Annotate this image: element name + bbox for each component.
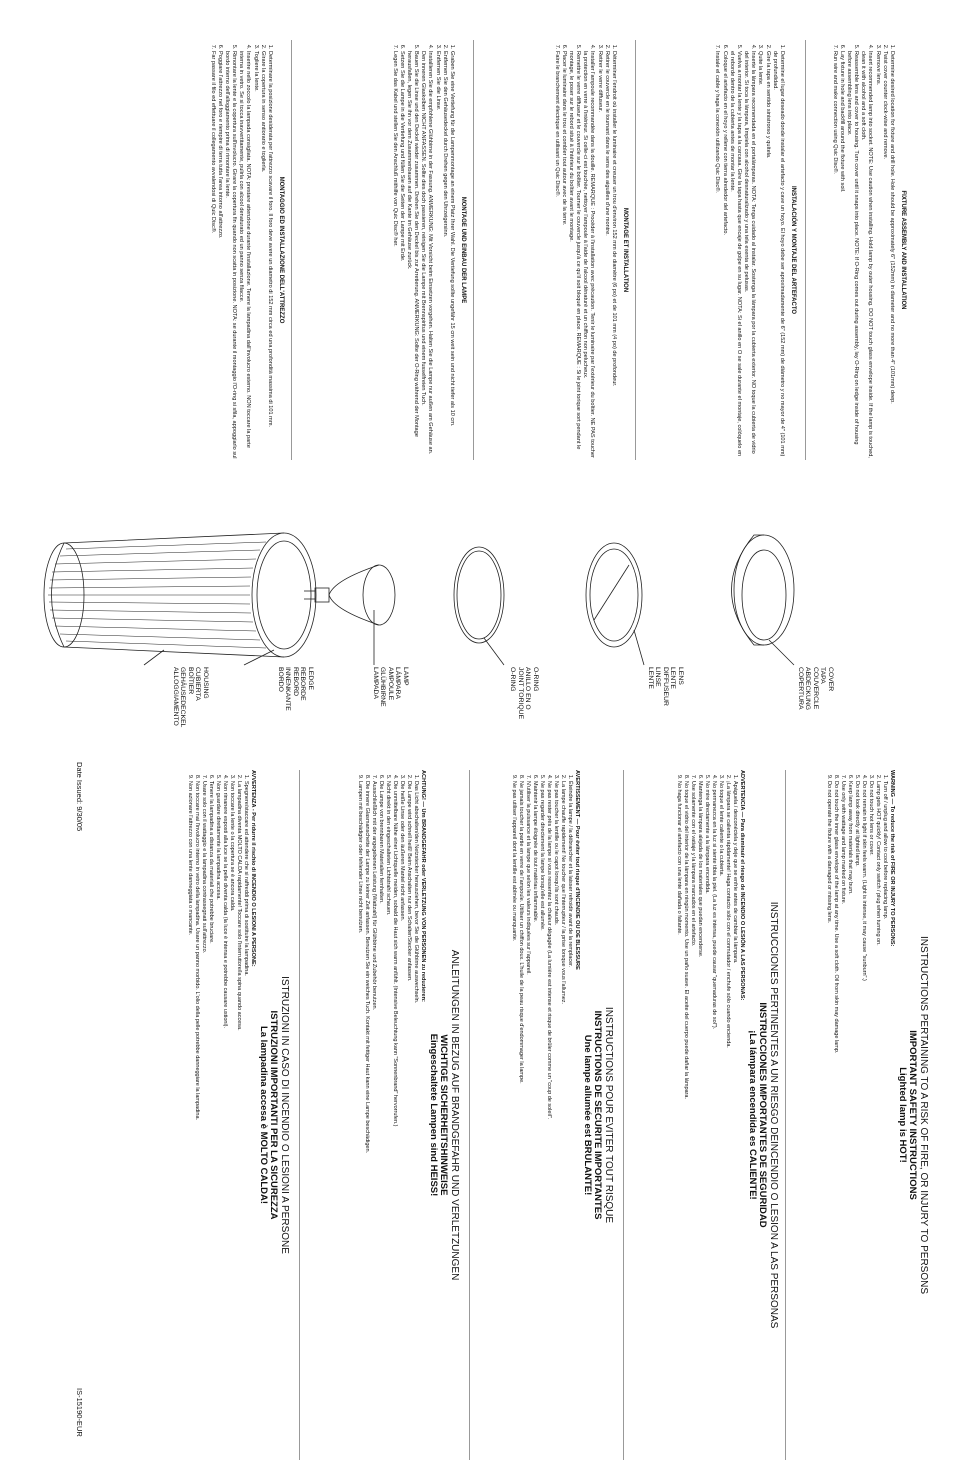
- list-item: 3. Non toccare la lente o la copertura se è ancora calda.: [228, 781, 235, 1460]
- list-item: 6. Poggiare l'attrezzo nel foro e riempire di terra tutta l'area intorno all'attrezzo.: [216, 51, 223, 460]
- safety-en: [825, 770, 929, 1460]
- list-item: 2. Twist cover counter clock-wise and remove.: [881, 51, 888, 460]
- list-item: 4. Inserire nello zoccolo la lampada consigliata. NOTA: prestare attenzione durante l'installazione. Tenere la lampadina dall'involucro esterno. NON toccare la parte interna in vetro. Se si tocca inavvertitamente, pulirla con alcool denaturato ed un panno senza filacce.: [237, 51, 251, 460]
- list-item: 8. Do not touch the inner glass envelope of the lamp at any time. Use a soft cloth. Oil from skin may damage lamp.: [832, 781, 839, 1460]
- lamp-part: [304, 565, 395, 625]
- list-item: 5. Ne pas regarder directement la lampe lorsqu'elle est allumée.: [538, 781, 545, 1460]
- safety-it: [186, 770, 290, 1460]
- list-item: 7. Use solamente con el vatiaje y la lámpara marcados en el artefacto.: [689, 781, 696, 1460]
- assembly-es: [713, 40, 796, 460]
- assembly-es-steps: [713, 40, 785, 460]
- list-item: 5. Bauen Sie die Linse und den Deckel wieder zusammen. Drehen Sie den Deckel bis zur Arretierung. ANMERKUNG: Sollte der O-Ring während der Montage herausfallen, legen Sie ihn vor dem Zusammenbauen auf die Kante im Gehäuse zurück.: [405, 51, 419, 460]
- list-item: 5. Non guardare direttamente la lampadina accesa.: [214, 781, 221, 1460]
- assembly-en-steps: [830, 40, 894, 460]
- list-item: 3. No toque el lente caliente o la cubierta.: [717, 781, 724, 1460]
- safety-en-warning: WARNING — To reduce the risk of FIRE OR INJURY TO PERSONS:: [889, 770, 895, 947]
- list-item: 2. ¡La lámpara se calienta rápidamente! Haga contacto sólo con el conmutador / enchufe sólo cuando encienda.: [724, 781, 731, 1460]
- assembly-en: [830, 40, 906, 460]
- divider: [623, 770, 624, 1460]
- list-item: 1. Apáguela / desconéctela y deje que se enfríe antes de cambiar la lámpara.: [731, 781, 738, 1460]
- safety-es: [675, 770, 779, 1460]
- lamp-label: LAMP LÁMPARA AMPOULE GLÜHBIRNE LAMPADA: [372, 667, 409, 707]
- safety-fr-warning: AVERTISSEMENT — Pour éviter tout risque d'INCENDIE OU DE BLESSURE: [574, 770, 580, 970]
- ledge-label: LEDGE REBORDE REBORD INNENKANTE BORDO: [277, 667, 314, 711]
- list-item: 1. Déterminer l'endroit où installer le luminaire et creuser un trou d'environ 152 mm de diamètre (6 po) et de 101 mm (4 po) de profondeur.: [610, 51, 617, 460]
- list-item: 1. Determine desired location for fixture and drill hole. Hole should be approximately 6" (152mm) in diameter and no more than 4" (101mm) deep.: [888, 51, 895, 460]
- list-item: 7. Ausschließlich mit der angegebenen Leistung (Wattzahl) für Glühbirne und Zubehör benutzen.: [370, 781, 377, 1460]
- list-item: 4. Inserte la lámpara recomendada en el portalámparas. NOTA: Tenga cuidado al instalar. Sostenga la lámpara por la cubierta exterior. NO toque la cubierta de vidrio del interior. Si toca la lámpara, límpiela con alcohol desnaturalizado y una tela exenta de pelusas.: [742, 51, 756, 460]
- list-item: 2. Gire la tapa en sentido sinistrorso y quítela.: [763, 51, 770, 460]
- list-item: 9. Do not operate the fixture with a damaged or missing lens.: [825, 781, 832, 1460]
- safety-it-heading: ISTRUZIONI IN CASO DI INCENDIO O LESIONI A PERSONE: [279, 976, 290, 1254]
- list-item: 3. Togliere la lente.: [251, 51, 258, 460]
- list-item: 4. Do not remain in light if skin feels warm. (Light is intense, it may cause "sunburn".): [860, 781, 867, 1460]
- safety-es-heading: INSTRUCCIONES PERTINENTES A UN RIESGO DEINCENDIO O LESION A LAS PERSONAS: [768, 901, 779, 1329]
- list-item: 7. Legen Sie das Kabel und stellen Sie den Anschluß mithilfe von Quic Disc® her.: [390, 51, 397, 460]
- housing-part: [44, 533, 316, 657]
- list-item: 3. Die heiße Linse oder den äußeren Mantel nicht anfassen.: [398, 781, 405, 1460]
- list-item: 5. Remettre le verre diffuseur et le couvercle sur le boîtier. Tourner le couvercle jusqu'à ce qu'il soit bloqué en place. REMARQUE : Si le joint torique sort pendant le montage, le poser sur le rebord situé à l'intérieur du boîtier avant le montage.: [567, 51, 581, 460]
- list-item: 6. Coloque el artefacto en el hoyo y rellene con tierra alrededor del artefacto.: [720, 51, 727, 460]
- list-item: 7. Use only with wattage and lamp marked on fixture.: [839, 781, 846, 1460]
- safety-it-warning: AVVERTENZA - Per ridurre il rischio di INCENDIO O LESIONI A PERSONE:: [250, 770, 256, 967]
- list-item: 4. Non rimanere esposti alla luce se la pelle diventa calda (la luce è intensa e potrebbe causare ustioni).: [221, 781, 228, 1460]
- assembly-fr: [552, 40, 628, 460]
- list-item: 9. Lampen mit beschädigter oder fehlender Linse nicht benutzen.: [356, 781, 363, 1460]
- list-item: 1. Éteindre la lampe / la débrancher et la laisser refroidir avant de la remplacer.: [566, 781, 573, 1460]
- assembly-fr-steps: [552, 40, 616, 460]
- list-item: 8. No toque el vidrio del interior de la lámpara en ningún momento. Use un paño suave. El aceite del cuerpo puede dañar la lámpara.: [682, 781, 689, 1460]
- list-item: 7. Far passare il filo ed effettuare il collegamento avvalendosi di Quic Disc®.: [208, 51, 215, 460]
- list-item: 7. Run wire and make connection using Quic Disc®.: [830, 51, 837, 460]
- list-item: 1. Graben Sie eine Vertiefung für die Lampenmontage an einem Platz Ihrer Wahl. Die Vertiefung sollte ungefähr 15 cm weit sein und nicht tiefer als 10 cm.: [448, 51, 455, 460]
- assembly-it: [208, 40, 284, 460]
- assembly-es-title: INSTALACIÓN Y MONTAJE DEL ARTEFACTO: [790, 185, 796, 315]
- list-item: 6. Tenere la lampadina a distanza da materiali che potrebbe bruciare.: [207, 781, 214, 1460]
- lens-label: LENS LENTE DIFFUSEUR LINSE LENTE: [647, 667, 684, 706]
- divider: [785, 770, 786, 1460]
- list-item: 3. Retirer le verre diffuseur.: [595, 51, 602, 460]
- list-item: 6. Die Lampe von brennbaren Materialien fernhalten.: [377, 781, 384, 1460]
- list-item: 2. La lampe chauffe rapidement! Ne toucher que l'interrupteur / la prise lorsque vous l'allumez.: [559, 781, 566, 1460]
- safety-es-hot: ¡La lámpara encendida es CALIENTE!: [747, 1030, 759, 1200]
- list-item: 7. Instale el cable y haga la conexión utilizando Quic Disc®.: [713, 51, 720, 460]
- assembly-it-steps: [208, 40, 272, 460]
- assembly-de-steps: [390, 40, 454, 460]
- list-item: 6. Mantenga la lámpara alejada de los materiales que puedan encenderse.: [696, 781, 703, 1460]
- date-issued: Date Issued: 9/30/05: [75, 762, 84, 832]
- housing-label: HOUSING CUBIERTA BOÎTIER GEHÄUSEDECKEL ALLOGGIAMENTO: [172, 667, 209, 728]
- list-item: 4. Die unmittelbare Nähe einer Lichtquelle meiden, sobald die Haut sich warm anfühlt. (Intensive Beleuchtung kann "Sonnenbrand" hervorrufen.): [391, 781, 398, 1460]
- assembly-en-title: FIXTURE ASSEMBLY AND INSTALLATION: [900, 190, 906, 310]
- list-item: 7. N'utiliser la puissance et la lampe que selon les valeurs indiquées sur l'appareil.: [524, 781, 531, 1460]
- list-item: 2. Girare la copertura in senso antiorario e toglierla.: [259, 51, 266, 460]
- document-code: IS-15190-EUR: [75, 1388, 84, 1437]
- list-item: 1. Das Licht abschalten/den Netzstecker herausziehen, bevor Sie die Glühbirne auswechseln.: [412, 781, 419, 1460]
- list-item: 3. Do not touch hot lens or cover.: [867, 781, 874, 1460]
- divider: [805, 40, 806, 460]
- list-item: 9. No haga funcionar el artefacto con una lente dañada o faltante.: [675, 781, 682, 1460]
- safety-de-warning: ACHTUNG! — Um BRANDGEFAHR oder VERLETZUNG VON PERSONEN zu reduzieren:: [420, 770, 426, 1002]
- list-item: 4. No permanezca en la luz si siente tibia la piel. (La luz es intensa, puede causar "quemaduras de sol").: [710, 781, 717, 1460]
- divider: [291, 40, 292, 460]
- safety-it-items: [186, 770, 249, 1460]
- list-item: 1. Determinare la posizione desiderata per l'attrezzo scavare il foro. Il foro deve avere un diametro di 152 mm circa ed una profondità massima di 101 mm.: [266, 51, 273, 460]
- list-item: 3. Remove lens.: [873, 51, 880, 460]
- list-item: 1. Spegnere/staccare ed attendere che si raffreddi prima di sostituire la lampadina.: [242, 781, 249, 1460]
- list-item: 5. Do not look directly at lighted lamp.: [853, 781, 860, 1460]
- list-item: 2. Retirer le couvercle en le tournant dans le sens des aiguilles d'une montre.: [603, 51, 610, 460]
- assembly-it-title: MONTAGGIO ED INSTALLAZIONE DELL'ATTREZZO: [278, 176, 284, 324]
- list-item: 5. Nicht direkt in den eingeschalteten Lichtstrahl schauen.: [384, 781, 391, 1460]
- safety-de-hot: Eingeschaltete Lampen sind HEISS!: [428, 1033, 440, 1197]
- safety-fr-items: [510, 770, 573, 1460]
- safety-es-warning: ADVERTENCIA — Para disminuir el riesgo de INCENDIO O LESIÓN A LAS PERSONAS:: [739, 770, 745, 1001]
- lens-part: [586, 543, 642, 647]
- safety-de: [356, 770, 460, 1460]
- list-item: 7. Faire le branchement électrique en utilisant un Quic Disc®.: [552, 51, 559, 460]
- assembly-de-title: MONTAGE UND EINBAU DER LAMPE: [460, 196, 466, 304]
- divider: [469, 770, 470, 1460]
- list-item: 4. Insert recommended lamp into socket. NOTE: Use caution when installing. Hold lamp by outer housing. DO NOT touch glass envelope inside. If the lamp is touched, clean it with alcohol and a soft cloth.: [859, 51, 873, 460]
- list-item: 3. Quite la lente.: [756, 51, 763, 460]
- safety-de-heading: ANLEITUNGEN IN BEZUG AUF BRANDGEFAHR UND VERLETZUNGEN: [449, 949, 460, 1281]
- safety-en-hot: Lighted lamp is HOT!: [897, 1067, 909, 1163]
- list-item: 2. La lampadina diventa MOLTO CALDA rapidamente! Toccare solo l'interruttore/la spina quando accesa.: [235, 781, 242, 1460]
- safety-it-subheading: ISTRUZIONI IMPORTANTI PER LA SICUREZZA: [268, 1010, 280, 1220]
- list-item: 8. Ne jamais toucher la partie en verre de l'ampoule. Utiliser un chiffon doux. L'huile de la peau risque d'endommager la lampe.: [517, 781, 524, 1460]
- list-item: 9. Ne pas utiliser l'appareil dont la lentille est abîmée ou manquante.: [510, 781, 517, 1460]
- safety-it-hot: La lampadina accesa è MOLTO CALDA!: [258, 1025, 270, 1205]
- list-item: 8. Die innere Glasmanschette der Lampe zu keiner Zeit anfassen. Benutzen Sie ein weiches Tuch. Kontakt mit fettiger Haut kann eine Lampe beschädigen.: [363, 781, 370, 1460]
- list-item: 3. Entfernen Sie die Linse.: [433, 51, 440, 460]
- assembly-fr-title: MONTAGE ET INSTALLATION: [622, 207, 628, 293]
- safety-en-items: [825, 770, 888, 1460]
- list-item: 4. Installieren Sie die empfohlene Glühbirne in der Fassung. ANMERKUNG: Mit Vorsicht beim Einsetzen vorgehen. Halten Sie die Lampe nur außen am Gehäuse an. Den inneren Glaskolben NICHT ANFASSEN. Sollte dies doch passieren, reinigen Sie die Lampe mit Brennspiritus und einem fusselfreien Tuch.: [419, 51, 433, 460]
- safety-es-items: [675, 770, 738, 1460]
- list-item: 4. Ne pas rester près de la lampe si vous ressentez la chaleur dégagée (La lumière est intense et risque de brûler comme un "coup de soleil".: [545, 781, 552, 1460]
- list-item: 1. Turn off / unplug and allow to cool before replacing lamp.: [881, 781, 888, 1460]
- list-item: 5. Rimontare la lente e la copertura sull'involucro. Girare la copertura fin quando non scatta in posizione. NOTA: se durante il montaggio l'O-ring si sfila, appoggiarlo sul bordo interno dell'alloggiamento prima di rimontare la lente.: [223, 51, 237, 460]
- safety-fr: [510, 770, 614, 1460]
- oring-part: [454, 547, 504, 643]
- safety-fr-subheading: INSTRUCTIONS DE SECURITE IMPORTANTES: [592, 1010, 604, 1220]
- list-item: 6. Placer le luminaire dans le trou et combler tout autour avec de la terre.: [560, 51, 567, 460]
- list-item: 3. Ne pas toucher la lentille ou le capot lorsqu'ils sont chauds.: [552, 781, 559, 1460]
- divider: [473, 40, 474, 460]
- list-item: 6. Keep lamp away from materials that may burn.: [846, 781, 853, 1460]
- list-item: 1. Determine el lugar deseado donde instalar el artefacto y cave un hoyo. El hoyo debe ser aproximadamente de 6" (152 mm) de diámetro y no mayor de 4" (101 mm) de profundidad.: [771, 51, 785, 460]
- safety-fr-heading: INSTRUCTIONS POUR EVITER TOUT RISQUE: [603, 1006, 614, 1224]
- safety-de-items: [356, 770, 419, 1460]
- safety-en-subheading: IMPORTANT SAFETY INSTRUCTIONS: [907, 1030, 919, 1200]
- assembly-de: [390, 40, 466, 460]
- list-item: 9. Non azionare l'attrezzo con una lente danneggiata o mancante.: [186, 781, 193, 1460]
- list-item: 8. Non toccare mai l'involucro interno in vetro della lampadina. Usare un panno morbido. L'olio della pelle potrebbe danneggiare la lampadina.: [193, 781, 200, 1460]
- divider: [299, 770, 300, 1460]
- list-item: 5. Reassemble lens and cover to housing. Turn cover until it snaps into place. NOTE: If O-Ring comes out during assembly, lay O-Ring on ledge inside of housing before assembling lens into place.: [845, 51, 859, 460]
- list-item: 5. No mire directamente a la lámpara encendida.: [703, 781, 710, 1460]
- divider: [635, 40, 636, 460]
- list-item: 4. Installer l'ampoule recommandée dans la douille. REMARQUE : Procéder à l'installation avec précaution. Tenir le luminaire par l'extérieur du boîtier. NE PAS toucher la protection en verre à l'intérieur. Si celle-ci est touchée, nettoyer l'ampoule à l'aide de l'alcool dénaturé et un chiffon non pelucheux.: [581, 51, 595, 460]
- oring-label: O-RING ANILLO EN O JOINT TORIQUE O-RING: [509, 667, 539, 720]
- list-item: 2. Die Lampe wird schnell heiß! Beim Anschalten nur den Schalter/Stecker anfassen.: [405, 781, 412, 1460]
- safety-fr-hot: Une lampe allumée est BRULANTE!: [582, 1034, 594, 1196]
- list-item: 6. Setzen Sie die Lampe in die Vertiefung und füllen Sie die Seiten der Lampe mit Erde.: [398, 51, 405, 460]
- safety-en-heading: INSTRUCTIONS PERTAINING TO A RISK OF FIRE, OR INJURY TO PERSONS: [918, 935, 929, 1295]
- list-item: 6. Lay fixture in hole and backfill around the fixture with soil.: [838, 51, 845, 460]
- list-item: 6. Maintenir la lampe éloignée de tout matériau inflammable.: [531, 781, 538, 1460]
- safety-es-subheading: INSTRUCCIONES IMPORTANTES DE SEGURIDAD: [757, 1002, 769, 1228]
- list-item: 7. Usare solo con il wattaggio e la lampadina contrassegnati sull'attrezzo.: [200, 781, 207, 1460]
- list-item: 2. Entfernen Sie den Gehäusedeckel durch Drehen gegen den Uhrzeigersinn.: [441, 51, 448, 460]
- cover-label: COVER TAPA COUVERCLE ABDECKUNG COPERTURA: [797, 667, 834, 711]
- list-item: 5. Vuelva a montar la lente y la tapa a la carcasa. Gire la tapa hasta que encaje de golpe en su lugar. NOTA: Si el anillo en O se sale durante el montaje, colóquelo en el reborde dentro de la cubierta antes de montar la lente.: [728, 51, 742, 460]
- cover-part: [732, 535, 795, 645]
- safety-de-subheading: WICHTIGE SICHERHEITSHINWEISE: [438, 1034, 450, 1196]
- list-item: 2. Lamp gets HOT quickly! Contact only switch / plug when turning on.: [874, 781, 881, 1460]
